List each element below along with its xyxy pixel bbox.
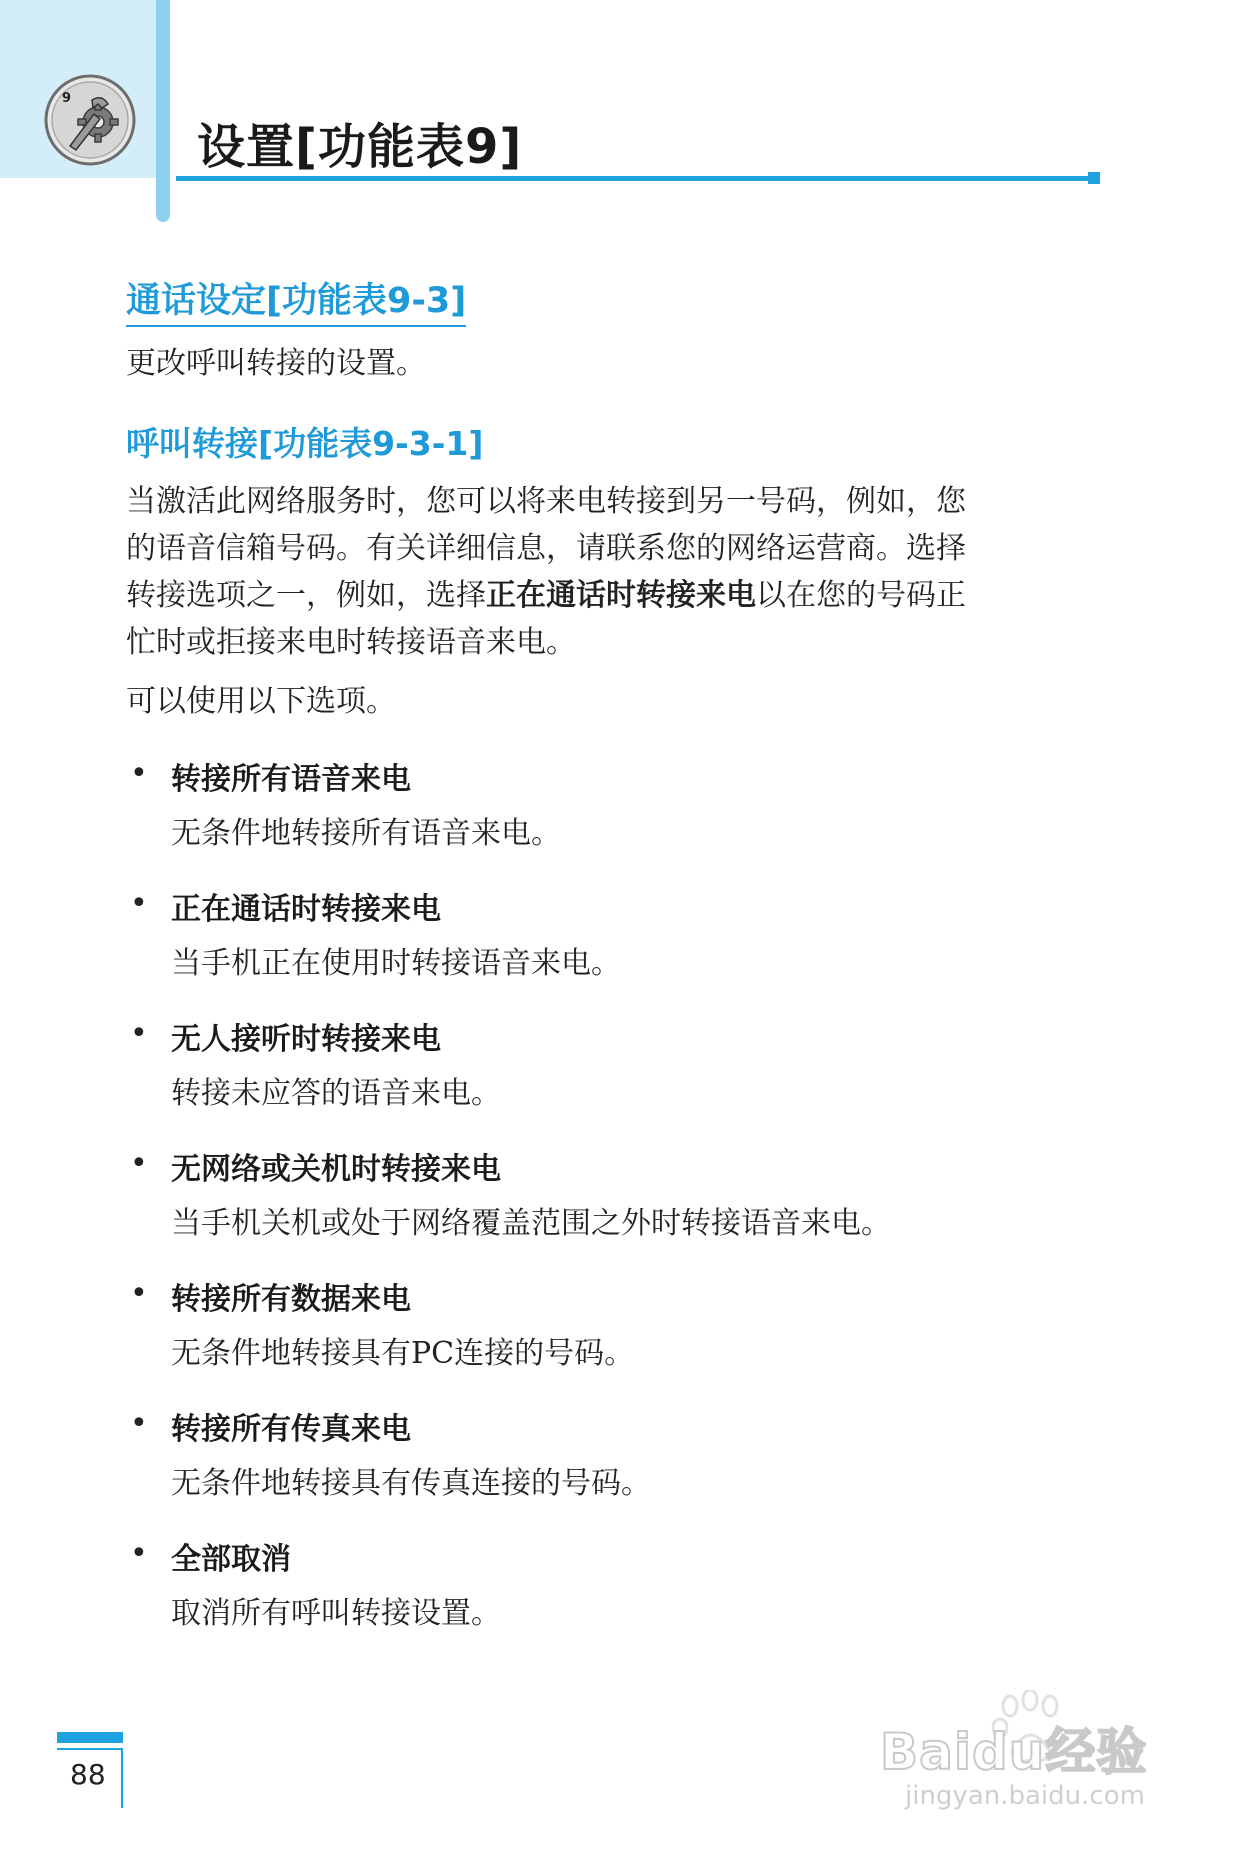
bullet-icon: • (130, 756, 148, 791)
option-title: 转接所有语音来电 (171, 762, 411, 797)
paragraph-line (126, 572, 1096, 619)
paragraph-text: 以在您的号码正 (756, 578, 966, 613)
header-vertical-bar (156, 0, 170, 222)
footer-rule-thin (57, 1748, 123, 1750)
option-description: 无条件地转接具有PC连接的号码。 (171, 1336, 635, 1371)
options-intro: 可以使用以下选项。 (126, 684, 396, 719)
watermark-url: jingyan.baidu.com (905, 1781, 1145, 1811)
paragraph-text: 转接选项之一，例如，选择 (126, 578, 486, 613)
watermark-logo: Baidu经验 (880, 1723, 1148, 1781)
page-number: 88 (70, 1758, 106, 1791)
list-item (126, 1012, 1116, 1142)
list-item (126, 752, 1116, 882)
list-item (126, 1402, 1116, 1532)
bullet-icon: • (130, 1536, 148, 1571)
option-list (126, 752, 1116, 1662)
page-title: 设置[功能表9] (197, 119, 523, 175)
list-item (126, 882, 1116, 1012)
paragraph-line: 忙时或拒接来电时转接语音来电。 (126, 625, 576, 660)
title-underline (176, 176, 1096, 181)
paragraph-line: 的语音信箱号码。有关详细信息，请联系您的网络运营商。选择 (126, 531, 966, 566)
title-underline-end-marker (1088, 172, 1100, 184)
bullet-icon: • (130, 1016, 148, 1051)
svg-text:9: 9 (62, 91, 72, 106)
paragraph-emphasis: 正在通话时转接来电 (486, 578, 756, 613)
paragraph-line: 当激活此网络服务时，您可以将来电转接到另一号码，例如，您 (126, 484, 966, 519)
option-description: 无条件地转接所有语音来电。 (171, 816, 561, 851)
option-description: 无条件地转接具有传真连接的号码。 (171, 1466, 651, 1501)
settings-wrench-gear-icon (42, 72, 138, 168)
option-title: 全部取消 (171, 1542, 291, 1577)
bullet-icon: • (130, 886, 148, 921)
option-title: 无网络或关机时转接来电 (171, 1152, 501, 1187)
bullet-icon: • (130, 1146, 148, 1181)
option-description: 当手机正在使用时转接语音来电。 (171, 946, 621, 981)
subsection-heading: 呼叫转接[功能表9-3-1] (126, 424, 484, 463)
list-item (126, 1142, 1116, 1272)
option-description: 取消所有呼叫转接设置。 (171, 1596, 501, 1631)
option-title: 无人接听时转接来电 (171, 1022, 441, 1057)
list-item (126, 1532, 1116, 1662)
bullet-icon: • (130, 1406, 148, 1441)
list-item (126, 1272, 1116, 1402)
footer-rule (57, 1732, 123, 1743)
body-paragraph (126, 478, 1096, 666)
option-title: 转接所有数据来电 (171, 1282, 411, 1317)
footer-vertical-rule (121, 1748, 123, 1808)
option-title: 转接所有传真来电 (171, 1412, 411, 1447)
section-heading: 通话设定[功能表9-3] (126, 273, 466, 327)
section-description: 更改呼叫转接的设置。 (126, 346, 426, 381)
option-description: 转接未应答的语音来电。 (171, 1076, 501, 1111)
bullet-icon: • (130, 1276, 148, 1311)
option-title: 正在通话时转接来电 (171, 892, 441, 927)
option-description: 当手机关机或处于网络覆盖范围之外时转接语音来电。 (171, 1206, 891, 1241)
